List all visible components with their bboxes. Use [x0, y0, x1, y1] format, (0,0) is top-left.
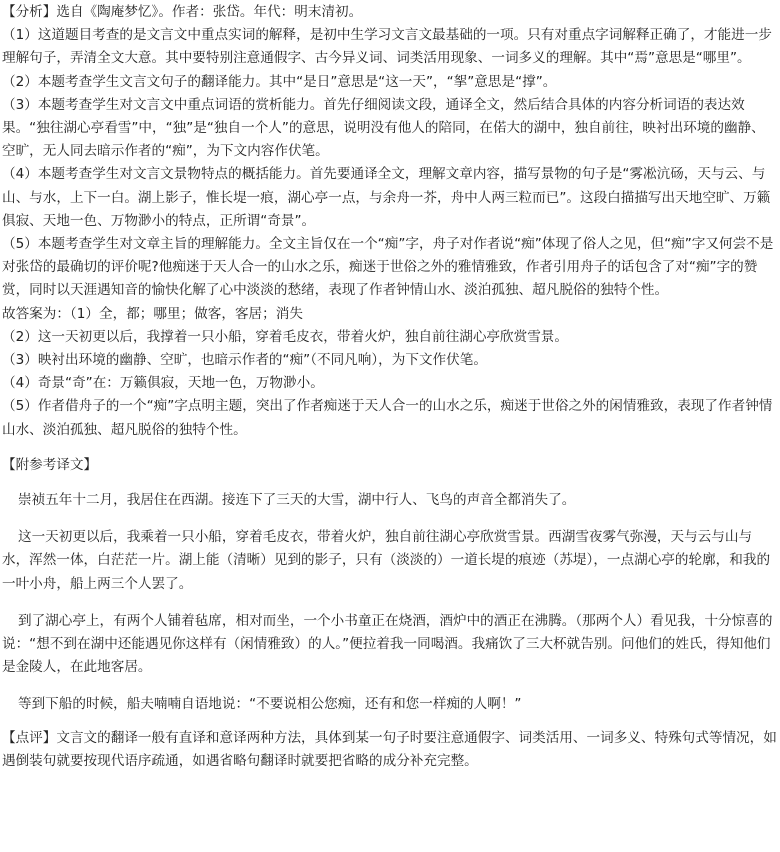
analysis-header: 【分析】选自《陶庵梦忆》。作者：张岱。年代：明末清初。 [2, 4, 363, 20]
answer-line-5: （5）作者借舟子的一个“痴”字点明主题，突出了作者痴迷于天人合一的山水之乐，痴迷于世俗之外的闲情雅致，表现了作者钟情山水、淡泊孤独、超凡脱俗的独特个性。 [2, 398, 773, 438]
translation-paragraph-4: 等到下船的时候，船夫喃喃自语地说：“不要说相公您痴，还有和您一样痴的人啊！” [18, 696, 522, 713]
paragraph-spacer [2, 679, 778, 693]
analysis-point-2: （2）本题考查学生文言文句子的翻译能力。其中“是日”意思是“这一天”，“挐”意思是“撑”。 [2, 73, 557, 90]
analysis-point-3: （3）本题考查学生对文言文中重点词语的赏析能力。首先仔细阅读文段，通译全文，然后结合具体的内容分析词语的表达效果。“独往湖心亭看雪”中，“独”是“独自一个人”的意思，说明没有他人的陪同，在偌大的湖中，独自前往，映衬出环境的幽静、空旷，无人同去暗示作者的“痴”，为下文内容作伏笔。 [2, 96, 765, 160]
paragraph-spacer [2, 512, 778, 526]
comment-text: 【点评】文言文的翻译一般有直译和意译两种方法，具体到某一句子时要注意通假字、词类活用、一词多义、特殊句式等情况，如遇倒装句就要按现代语序疏通，如遇省略句翻译时就要把省略的成分补充完整。 [2, 729, 777, 769]
translation-paragraph-2: 这一天初更以后，我乘着一只小船，穿着毛皮衣，带着火炉，独自前往湖心亭欣赏雪景。西湖雪夜雾气弥漫，天与云与山与水，浑然一体，白茫茫一片。湖上能（清晰）见到的影子，只有（淡淡的）一道长堤的痕迹（苏堤），一点湖心亭的轮廓，和我的一叶小舟，船上两三个人罢了。 [2, 529, 771, 592]
analysis-point-1: （1）这道题目考查的是文言文中重点实词的解释，是初中生学习文言文最基础的一项。只有对重点字词解释正确了，才能进一步理解句子，弄清全文大意。其中要特别注意通假字、古今异义词、词类活用现象、一词多义的理解。其中“焉”意思是“哪里”。 [2, 27, 772, 67]
analysis-point-4: （4）本题考查学生对文言文景物特点的概括能力。首先要通译全文，理解文章内容，描写景物的句子是“雾凇沆砀，天与云、与山、与水，上下一白。湖上影子，惟长堤一痕，湖心亭一点，与余舟一芥，舟中人两三粒而已”。这段白描描写出天地空旷、万籁俱寂、天地一色、万物渺小的特点，正所谓“奇景”。 [2, 166, 771, 229]
answer-line-3: （3）映衬出环境的幽静、空旷，也暗示作者的“痴”（不同凡响），为下文作伏笔。 [2, 352, 487, 369]
analysis-point-5: （5）本题考查学生对文章主旨的理解能力。全文主旨仅在一个“痴”字，舟子对作者说“痴”体现了俗人之见，但“痴”字又何尝不是对张岱的最确切的评价呢?他痴迷于天人合一的山水之乐，痴迷于世俗之外的雅情雅致，作者引用舟子的话包含了对“痴”字的赞赏，同时以天涯遇知音的愉快化解了心中淡淡的愁绪，表现了作者钟情山水、淡泊孤独、超凡脱俗的独特个性。 [2, 236, 774, 299]
translation-paragraph-1: 崇祯五年十二月，我居住在西湖。接连下了三天的大雪，湖中行人、飞鸟的声音全都消失了。 [18, 492, 576, 509]
answer-line-4: （4）奇景“奇”在：万籁俱寂，天地一色，万物渺小。 [2, 375, 324, 392]
section-spacer [2, 717, 778, 727]
answer-line-2: （2）这一天初更以后，我撑着一只小船，穿着毛皮衣，带着火炉，独自前往湖心亭欣赏雪景。 [2, 328, 568, 345]
section-spacer [2, 442, 778, 454]
translation-paragraph-3: 到了湖心亭上，有两个人铺着毡席，相对而坐，一个小书童正在烧酒，酒炉中的酒正在沸腾。（那两个人）看见我，十分惊喜的说：“想不到在湖中还能遇见你这样有（闲情雅致）的人。”便拉着我一同喝酒。我痛饮了三大杯就告别。问他们的姓氏，得知他们是金陵人，在此地客居。 [2, 612, 773, 676]
answer-line-1: 故答案为：（1）全，都；哪里；做客，客居；消失 [2, 305, 303, 322]
paragraph-spacer [2, 596, 778, 610]
translation-header: 【附参考译文】 [2, 456, 98, 473]
